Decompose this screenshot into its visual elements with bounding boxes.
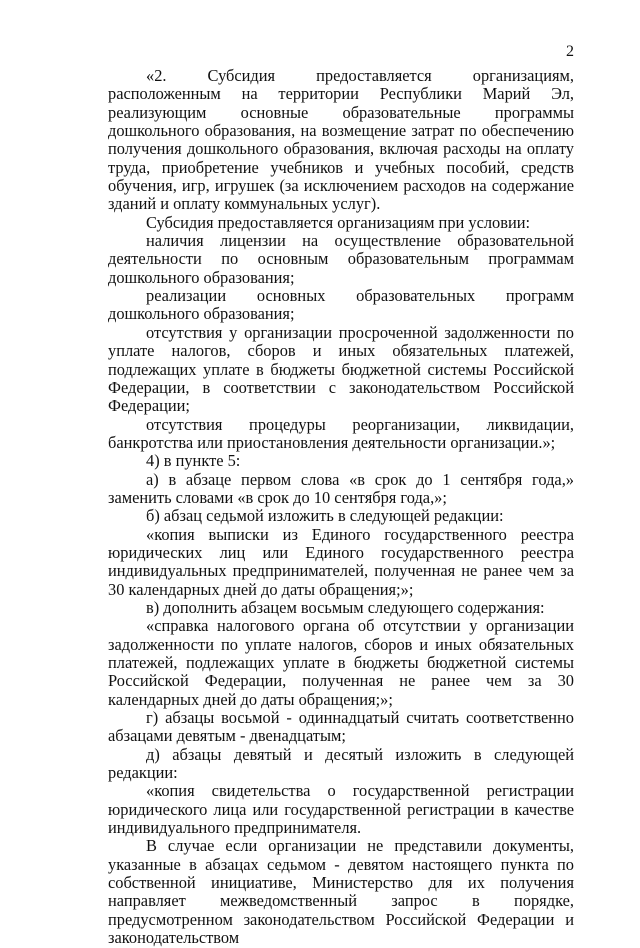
paragraph-item-4a: а) в абзаце первом слова «в срок до 1 сентября года,» заменить словами «в срок до 10 сентября года,»; <box>108 469 574 507</box>
paragraph-item-4v: в) дополнить абзацем восьмым следующего содержания: <box>146 597 545 617</box>
paragraph-item-4d: д) абзацы девятый и десятый изложить в следующей редакции: <box>108 744 574 783</box>
paragraph-no-debt-condition: отсутствия у организации просроченной задолженности по уплате налогов, сборов и иных обязательных платежей, подлежащих уплате в бюджеты бюджетной системы Российской Федерации, в соответствии с законодательством Российской Федерации; <box>108 322 574 416</box>
paragraph-tax-certificate: «справка налогового органа об отсутствии у организации задолженности по уплате налогов, сборов и иных обязательных платежей, подлежащих уплате в бюджеты бюджетной системы Российской Федерации, полученная не ранее чем за 30 календарных дней до даты обращения;»; <box>108 616 574 709</box>
paragraph-registry-extract: «копия выписки из Единого государственного реестра юридических лиц или Единого государственного реестра индивидуальных предпринимателей, полученная не ранее чем за 30 календарных дней до даты обращения;»; <box>108 524 574 599</box>
paragraph-no-reorganization-condition: отсутствия процедуры реорганизации, ликвидации, банкротства или приостановления деятельности организации.»; <box>108 414 574 452</box>
paragraph-program-condition: реализации основных образовательных программ дошкольного образования; <box>108 286 574 324</box>
document-body <box>108 67 574 948</box>
paragraph-license-condition: наличия лицензии на осуществление образовательной деятельности по основным образовательным программам дошкольного образования; <box>108 231 574 287</box>
paragraph-registration-certificate: «копия свидетельства о государственной регистрации юридического лица или государственной регистрации в качестве индивидуального предпринимателя. <box>108 781 574 838</box>
paragraph-item-4g: г) абзацы восьмой - одиннадцатый считать соответственно абзацами девятым - двенадцатым; <box>108 708 574 746</box>
paragraph-subsidy-purpose: «2. Субсидия предоставляется организациям, расположенным на территории Республики Марий Эл, реализующим основные образовательные программы дошкольного образования, на возмещение затрат по обеспечению получения дошкольного образования, включая расходы на оплату труда, приобретение учебников и учебных пособий, средств обучения, игр, игрушек (за исключением расходов на содержание зданий и оплату коммунальных услуг). <box>108 66 574 214</box>
paragraph-item-4b: б) абзац седьмой изложить в следующей редакции: <box>146 506 504 526</box>
paragraph-interagency-request: В случае если организации не представили документы, указанные в абзацах седьмом - девятом настоящего пункта по собственной инициативе, Министерство для их получения направляет межведомственный запрос в порядке, предусмотренном законодательством Российской Федерации и законодательством <box>108 836 574 948</box>
paragraph-item-4: 4) в пункте 5: <box>146 451 241 471</box>
paragraph-subsidy-conditions: Субсидия предоставляется организациям при условии: <box>146 212 531 232</box>
page-number: 2 <box>566 43 574 60</box>
